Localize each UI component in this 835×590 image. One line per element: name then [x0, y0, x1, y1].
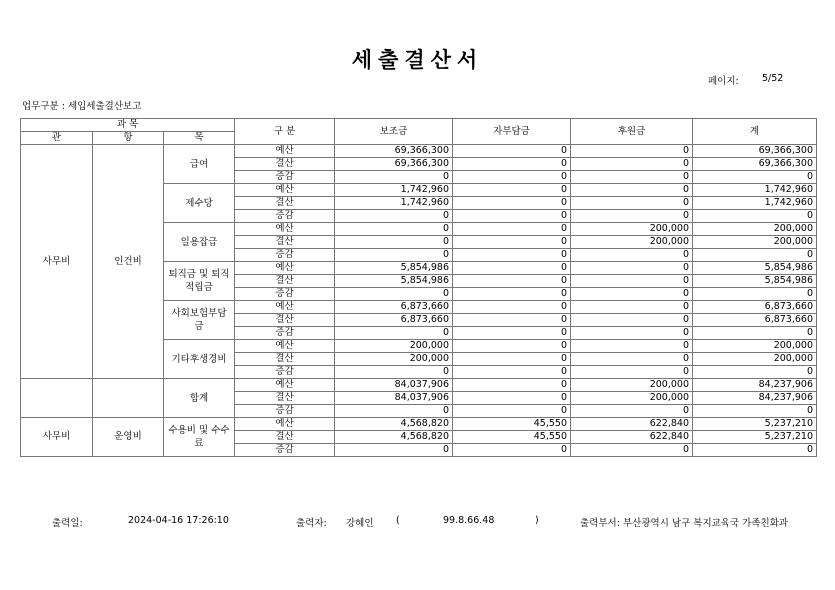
bojogeum-cell: 69,366,300: [335, 145, 453, 158]
gubun-cell: 증감: [235, 366, 335, 379]
hang-cell: [93, 379, 164, 418]
header-hang: 항: [93, 132, 164, 145]
expenditure-settlement-table: [20, 118, 817, 457]
huwongeum-cell: 0: [571, 171, 693, 184]
print-date-value: 2024-04-16 17:26:10: [128, 515, 229, 526]
header-gwamok: 과 목: [21, 119, 235, 132]
bojogeum-cell: 69,366,300: [335, 158, 453, 171]
jabudamgeum-cell: 45,550: [453, 431, 571, 444]
jabudamgeum-cell: 0: [453, 197, 571, 210]
print-dept-label: 출력부서:: [580, 518, 620, 529]
page-label: 페이지:: [708, 76, 739, 87]
paren-close: ): [535, 515, 539, 526]
bojogeum-cell: 6,873,660: [335, 301, 453, 314]
mok-cell: 일용잡급: [164, 223, 235, 262]
gubun-cell: 결산: [235, 431, 335, 444]
bojogeum-cell: 0: [335, 405, 453, 418]
jabudamgeum-cell: 0: [453, 379, 571, 392]
gubun-cell: 증감: [235, 405, 335, 418]
jabudamgeum-cell: 0: [453, 392, 571, 405]
gye-cell: 5,237,210: [693, 431, 817, 444]
gubun-cell: 예산: [235, 145, 335, 158]
mok-cell: 수용비 및 수수료: [164, 418, 235, 457]
jabudamgeum-cell: 0: [453, 262, 571, 275]
huwongeum-cell: 0: [571, 288, 693, 301]
bojogeum-cell: 4,568,820: [335, 418, 453, 431]
gye-cell: 1,742,960: [693, 197, 817, 210]
huwongeum-cell: 0: [571, 197, 693, 210]
gye-cell: 200,000: [693, 353, 817, 366]
gubun-cell: 결산: [235, 236, 335, 249]
jabudamgeum-cell: 0: [453, 366, 571, 379]
huwongeum-cell: 200,000: [571, 392, 693, 405]
mok-cell: 급여: [164, 145, 235, 184]
gubun-cell: 증감: [235, 327, 335, 340]
gye-cell: 0: [693, 405, 817, 418]
huwongeum-cell: 0: [571, 340, 693, 353]
bojogeum-cell: 0: [335, 288, 453, 301]
paren-open: (: [396, 515, 400, 526]
jabudamgeum-cell: 0: [453, 340, 571, 353]
bojogeum-cell: 84,037,906: [335, 392, 453, 405]
jabudamgeum-cell: 0: [453, 301, 571, 314]
bojogeum-cell: 200,000: [335, 353, 453, 366]
printer-ip: 99.8.66.48: [443, 515, 495, 526]
jabudamgeum-cell: 0: [453, 405, 571, 418]
jabudamgeum-cell: 45,550: [453, 418, 571, 431]
gubun-cell: 증감: [235, 249, 335, 262]
gubun-cell: 결산: [235, 275, 335, 288]
huwongeum-cell: 0: [571, 301, 693, 314]
jabudamgeum-cell: 0: [453, 145, 571, 158]
gubun-cell: 예산: [235, 379, 335, 392]
gubun-cell: 결산: [235, 158, 335, 171]
huwongeum-cell: 0: [571, 444, 693, 457]
huwongeum-cell: 0: [571, 366, 693, 379]
gubun-cell: 증감: [235, 444, 335, 457]
jabudamgeum-cell: 0: [453, 327, 571, 340]
bojogeum-cell: 0: [335, 366, 453, 379]
table-row: [21, 418, 817, 431]
bojogeum-cell: 0: [335, 327, 453, 340]
jabudamgeum-cell: 0: [453, 444, 571, 457]
gubun-cell: 예산: [235, 301, 335, 314]
gye-cell: 5,237,210: [693, 418, 817, 431]
gye-cell: 0: [693, 210, 817, 223]
huwongeum-cell: 622,840: [571, 431, 693, 444]
gubun-cell: 결산: [235, 197, 335, 210]
gwan-cell: [21, 379, 93, 418]
gye-cell: 200,000: [693, 236, 817, 249]
gye-cell: 69,366,300: [693, 158, 817, 171]
gye-cell: 5,854,986: [693, 275, 817, 288]
bojogeum-cell: 1,742,960: [335, 197, 453, 210]
gye-cell: 0: [693, 288, 817, 301]
bojogeum-cell: 0: [335, 249, 453, 262]
huwongeum-cell: 622,840: [571, 418, 693, 431]
huwongeum-cell: 0: [571, 262, 693, 275]
header-huwongeum: 후원금: [571, 119, 693, 145]
printer-name: 강혜인: [346, 518, 374, 529]
gubun-cell: 결산: [235, 314, 335, 327]
gye-cell: 6,873,660: [693, 314, 817, 327]
gubun-cell: 결산: [235, 353, 335, 366]
gye-cell: 1,742,960: [693, 184, 817, 197]
jabudamgeum-cell: 0: [453, 171, 571, 184]
gye-cell: 0: [693, 249, 817, 262]
huwongeum-cell: 0: [571, 275, 693, 288]
jabudamgeum-cell: 0: [453, 184, 571, 197]
huwongeum-cell: 0: [571, 145, 693, 158]
header-bojogeum: 보조금: [335, 119, 453, 145]
jabudamgeum-cell: 0: [453, 210, 571, 223]
table-header: [21, 119, 817, 145]
mok-cell: 사회보험부담금: [164, 301, 235, 340]
jabudamgeum-cell: 0: [453, 288, 571, 301]
print-date-label: 출력일:: [52, 518, 83, 529]
huwongeum-cell: 0: [571, 314, 693, 327]
gye-cell: 84,237,906: [693, 379, 817, 392]
jabudamgeum-cell: 0: [453, 158, 571, 171]
table-body: [21, 145, 817, 457]
mok-cell: 제수당: [164, 184, 235, 223]
gye-cell: 5,854,986: [693, 262, 817, 275]
gubun-cell: 예산: [235, 223, 335, 236]
bojogeum-cell: 84,037,906: [335, 379, 453, 392]
gubun-cell: 증감: [235, 210, 335, 223]
gubun-cell: 예산: [235, 340, 335, 353]
huwongeum-cell: 0: [571, 327, 693, 340]
gye-cell: 0: [693, 327, 817, 340]
jabudamgeum-cell: 0: [453, 314, 571, 327]
huwongeum-cell: 0: [571, 184, 693, 197]
bojogeum-cell: 200,000: [335, 340, 453, 353]
gye-cell: 6,873,660: [693, 301, 817, 314]
gye-cell: 0: [693, 171, 817, 184]
huwongeum-cell: 0: [571, 249, 693, 262]
bojogeum-cell: 5,854,986: [335, 262, 453, 275]
jabudamgeum-cell: 0: [453, 275, 571, 288]
gye-cell: 200,000: [693, 340, 817, 353]
bojogeum-cell: 5,854,986: [335, 275, 453, 288]
jabudamgeum-cell: 0: [453, 236, 571, 249]
bojogeum-cell: 0: [335, 171, 453, 184]
jabudamgeum-cell: 0: [453, 353, 571, 366]
document-title: 세출결산서: [351, 48, 484, 72]
table-row: [21, 379, 817, 392]
header-gye: 계: [693, 119, 817, 145]
printer-label: 출력자:: [296, 518, 327, 529]
jabudamgeum-cell: 0: [453, 223, 571, 236]
gubun-cell: 예산: [235, 262, 335, 275]
gye-cell: 69,366,300: [693, 145, 817, 158]
bojogeum-cell: 6,873,660: [335, 314, 453, 327]
gye-cell: 84,237,906: [693, 392, 817, 405]
mok-cell: 퇴직금 및 퇴직적립금: [164, 262, 235, 301]
hang-cell: 인건비: [93, 145, 164, 379]
huwongeum-cell: 0: [571, 405, 693, 418]
header-gubun: 구 분: [235, 119, 335, 145]
header-jabudamgeum: 자부담금: [453, 119, 571, 145]
business-category: 업무구분 : 세입세출결산보고: [22, 101, 142, 112]
print-dept-value: 부산광역시 남구 복지교육국 가족친화과: [623, 518, 789, 529]
huwongeum-cell: 0: [571, 158, 693, 171]
table-row: [21, 145, 817, 158]
gwan-cell: 사무비: [21, 418, 93, 457]
gubun-cell: 결산: [235, 392, 335, 405]
huwongeum-cell: 200,000: [571, 379, 693, 392]
hang-cell: 운영비: [93, 418, 164, 457]
huwongeum-cell: 200,000: [571, 223, 693, 236]
bojogeum-cell: 0: [335, 223, 453, 236]
gubun-cell: 증감: [235, 288, 335, 301]
jabudamgeum-cell: 0: [453, 249, 571, 262]
header-mok: 목: [164, 132, 235, 145]
gubun-cell: 증감: [235, 171, 335, 184]
gye-cell: 0: [693, 366, 817, 379]
mok-cell: 합계: [164, 379, 235, 418]
gye-cell: 200,000: [693, 223, 817, 236]
huwongeum-cell: 0: [571, 210, 693, 223]
bojogeum-cell: 0: [335, 444, 453, 457]
mok-cell: 기타후생경비: [164, 340, 235, 379]
huwongeum-cell: 0: [571, 353, 693, 366]
gwan-cell: 사무비: [21, 145, 93, 379]
huwongeum-cell: 200,000: [571, 236, 693, 249]
bojogeum-cell: 4,568,820: [335, 431, 453, 444]
bojogeum-cell: 0: [335, 236, 453, 249]
page-number: 5/52: [762, 73, 784, 84]
gye-cell: 0: [693, 444, 817, 457]
header-gwan: 관: [21, 132, 93, 145]
gubun-cell: 예산: [235, 184, 335, 197]
gubun-cell: 예산: [235, 418, 335, 431]
bojogeum-cell: 1,742,960: [335, 184, 453, 197]
bojogeum-cell: 0: [335, 210, 453, 223]
